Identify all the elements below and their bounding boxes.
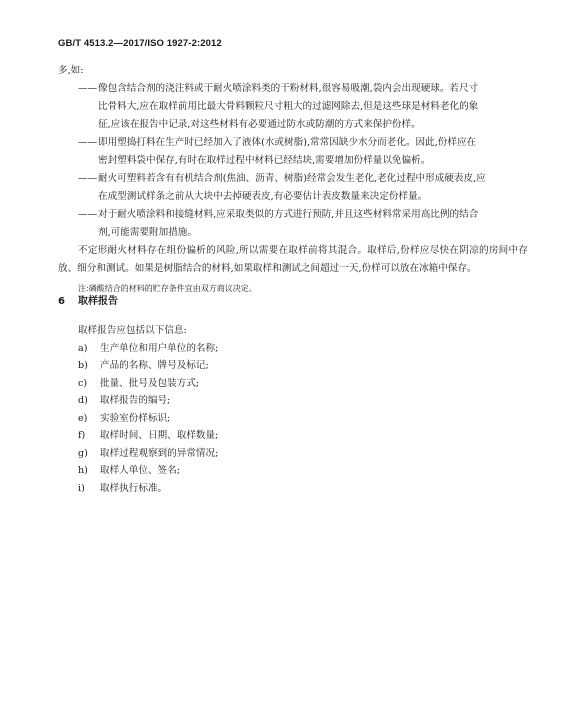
item-label: a) (78, 342, 88, 354)
list-item (78, 462, 218, 480)
dash-continuation: 在成型测试样条之前从大块中去掉硬表皮,有必要估计表皮数量来决定份样量。 (98, 191, 428, 202)
dash-marker: —— (78, 83, 98, 94)
dash-text: 即用塑捣打料在生产时已经加入了液体(水或树脂),常常因缺少水分而老化。因此,份样应在 (98, 137, 477, 148)
item-label: b) (78, 360, 88, 371)
list-item (78, 445, 218, 463)
report-list (78, 322, 218, 497)
item-label: f) (78, 430, 86, 441)
item-label: h) (78, 465, 88, 476)
item-label: d) (78, 395, 88, 406)
item-text: 实验室份样标识; (100, 412, 171, 424)
item-text: 批量、批号及包装方式; (100, 377, 200, 389)
storage-paragraph: 不定形耐火材料存在组份偏析的风险,所以需要在取样前将其混合。取样后,份样应尽快在阴凉的房间中存放、细分和测试。如果是树脂结合的材料,如果取样和测试之间超过一天,份样可以放在冰箱中保存。 (58, 245, 528, 274)
list-item (78, 392, 218, 410)
item-label: i) (78, 482, 85, 494)
dash-item (58, 170, 528, 206)
note-text: 注:磷酸结合的材料的贮存条件宜由双方商议决定。 (78, 284, 257, 293)
dash-continuation: 比骨料大,应在取样前用比最大骨料颗粒尺寸粗大的过滤网除去,但是这些球是材料老化的象 (98, 101, 479, 112)
dash-marker: —— (78, 209, 98, 220)
dash-continuation: 征,应该在报告中记录,对这些材料有必要通过防水或防潮的方式来保护份样。 (98, 119, 421, 130)
intro-line: 多,如: (58, 65, 84, 76)
item-label: c) (78, 377, 88, 389)
list-item (78, 410, 218, 428)
list-item (78, 357, 218, 375)
dash-text: 耐火可塑料若含有有机结合剂(焦油、沥青、树脂)经常会发生老化,老化过程中形成硬表皮,应 (98, 173, 486, 184)
dash-marker: —— (78, 173, 98, 184)
list-item (78, 340, 218, 358)
list-item (78, 427, 218, 445)
item-text: 取样过程观察到的异常情况; (100, 447, 219, 459)
section-heading (58, 292, 118, 307)
item-text: 取样人单位、签名; (100, 465, 180, 476)
item-text: 取样时间、日期、取样数量; (100, 430, 219, 441)
item-label: e) (78, 412, 88, 424)
dash-marker: —— (78, 137, 98, 148)
section-number: 6 (58, 296, 65, 307)
section-title: 取样报告 (78, 296, 118, 307)
page-header: GB/T 4513.2—2017/ISO 1927-2:2012 (58, 38, 222, 49)
dash-text: 像包含结合剂的浇注料或干耐火喷涂料类的干粉材料,很容易吸潮,袋内会出现硬球。若尺寸 (98, 83, 479, 94)
item-label: g) (78, 447, 88, 459)
dash-item (58, 206, 528, 242)
dash-item (58, 80, 528, 134)
list-item (78, 480, 218, 498)
item-text: 生产单位和用户单位的名称; (100, 342, 219, 354)
report-intro: 取样报告应包括以下信息: (78, 325, 187, 336)
body-text (58, 62, 528, 298)
dash-continuation: 密封塑料袋中保存,有时在取样过程中材料已经结块,需要增加份样量以免偏析。 (98, 155, 431, 166)
dash-text: 对于耐火喷涂料和接缝材料,应采取类似的方式进行预防,并且这些材料常采用高比例的结合 (98, 209, 479, 220)
dash-continuation: 剂,可能需要附加措施。 (98, 227, 197, 238)
item-text: 取样报告的编号; (100, 395, 171, 406)
list-item (78, 375, 218, 393)
item-text: 取样执行标准。 (100, 482, 168, 494)
item-text: 产品的名称、牌号及标记; (100, 360, 209, 371)
dash-item (58, 134, 528, 170)
